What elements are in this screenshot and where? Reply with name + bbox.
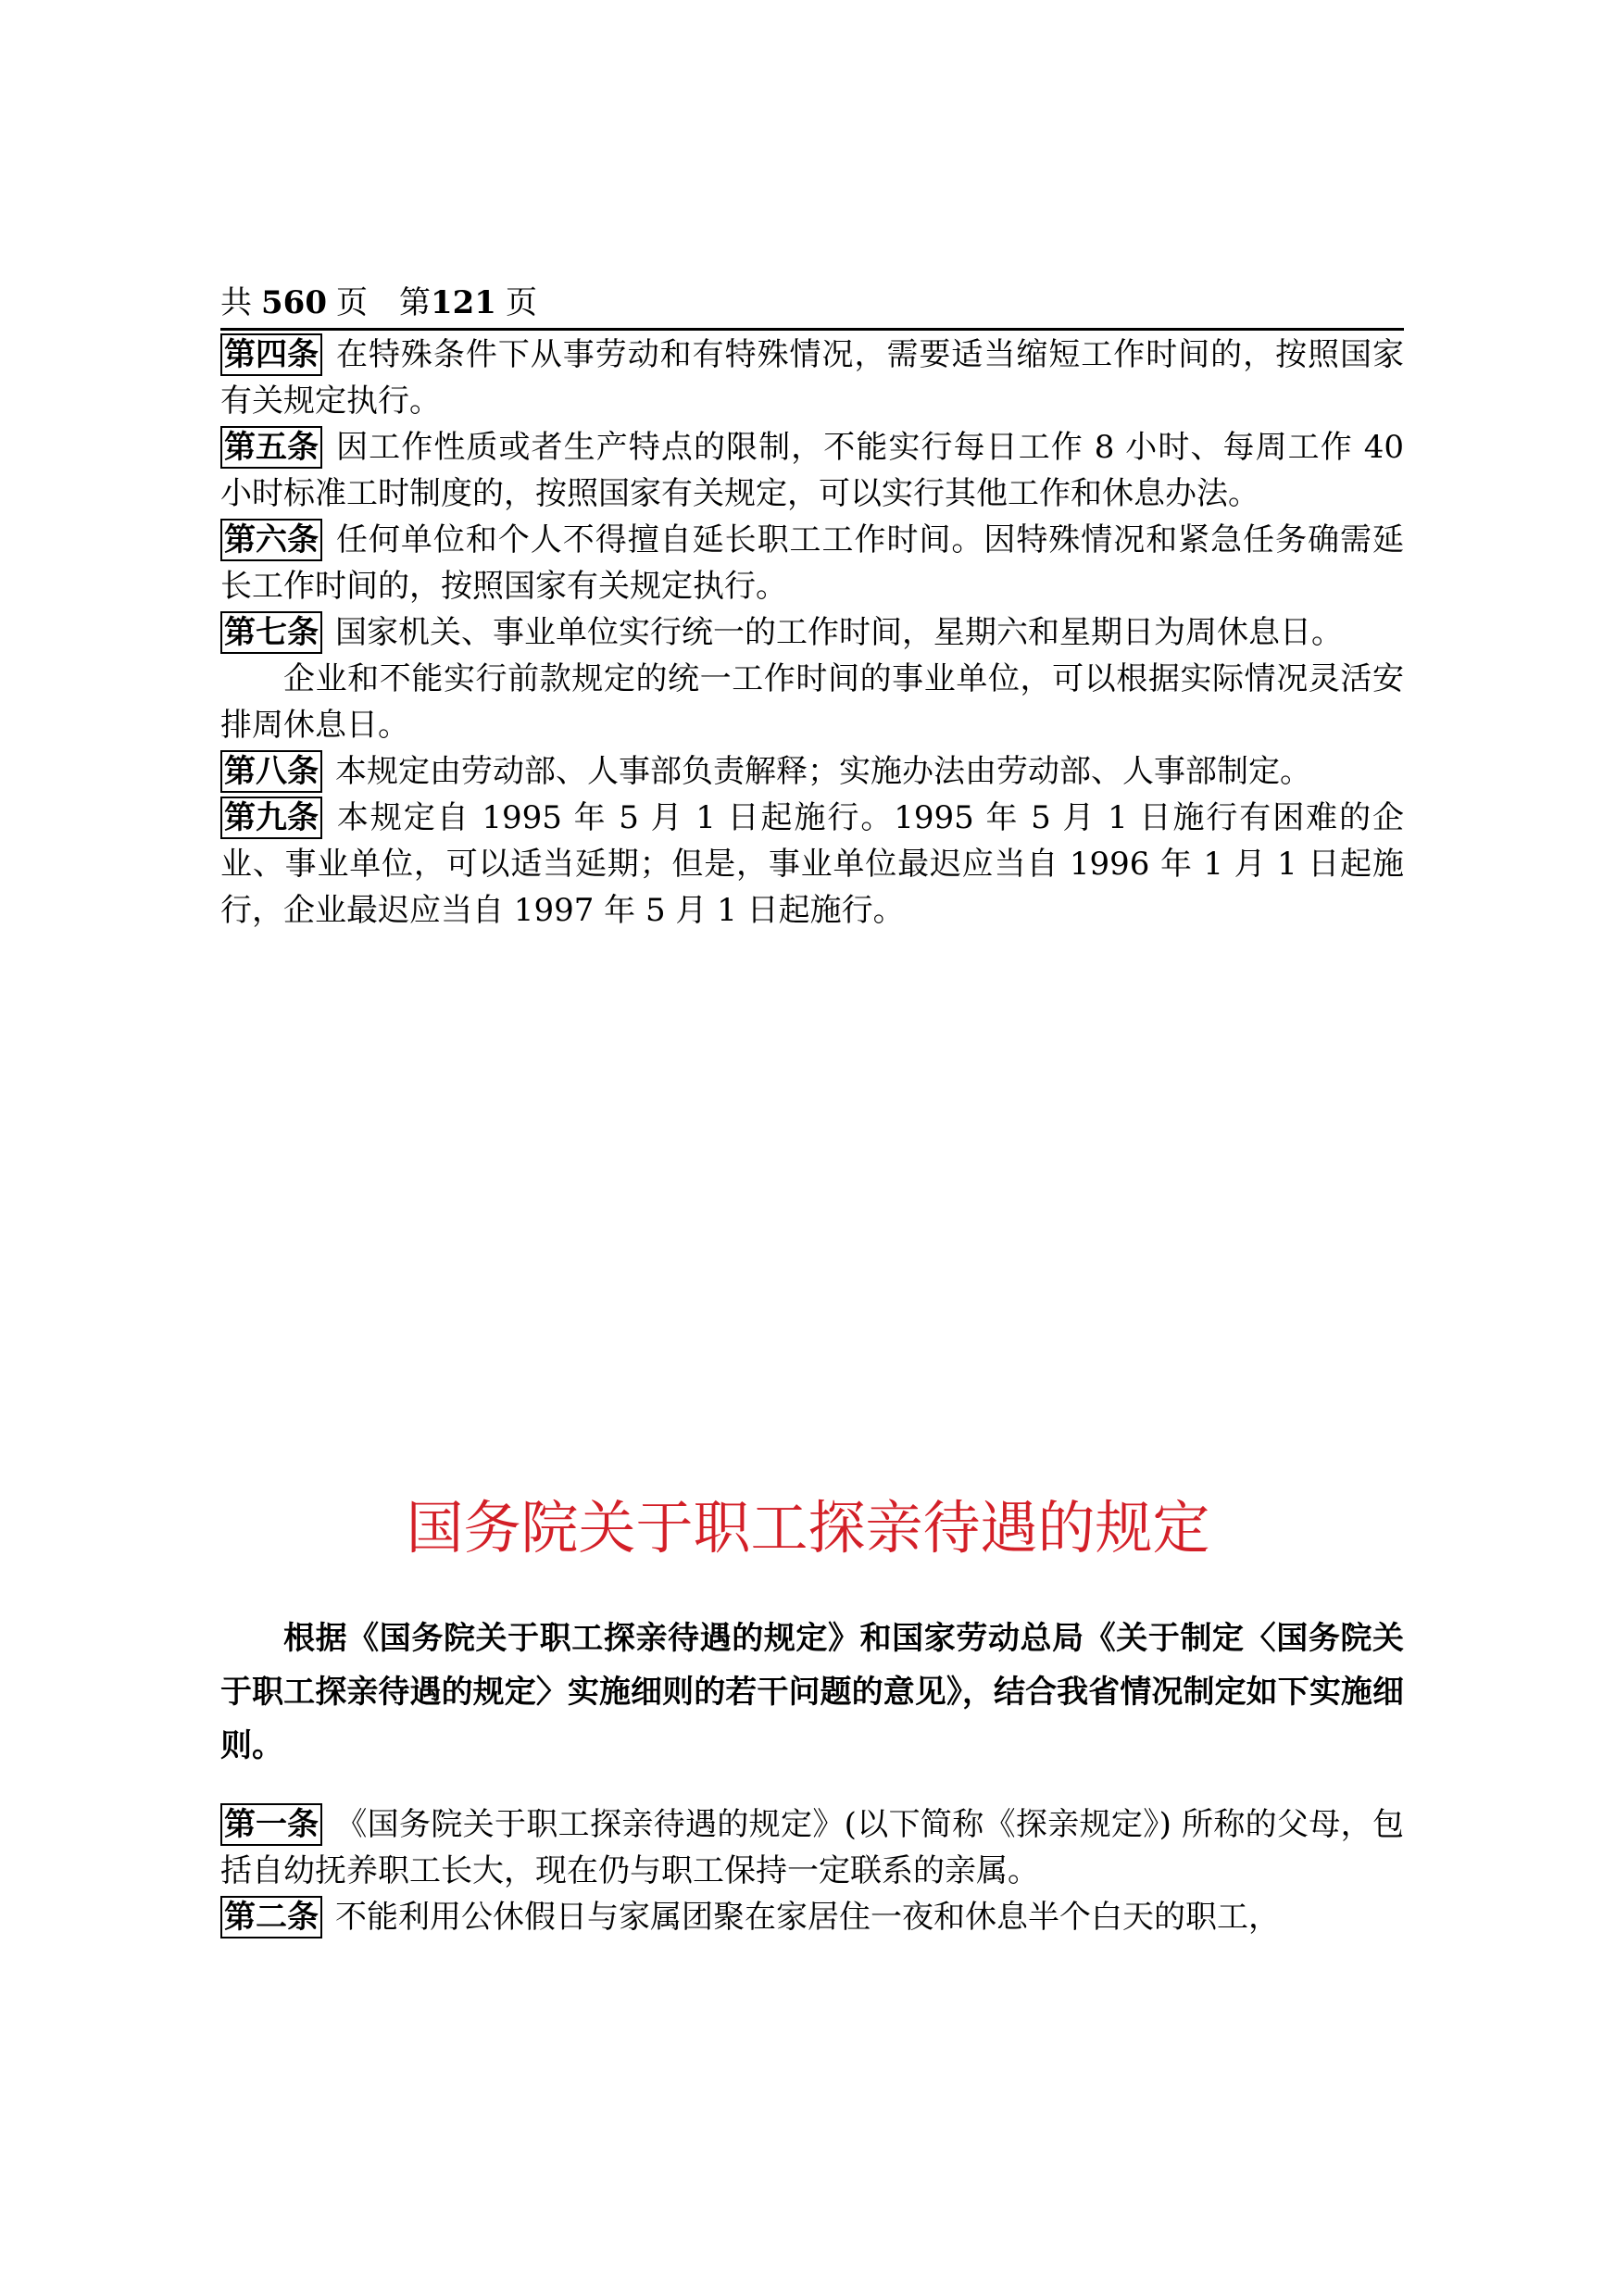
article-label: 第二条 bbox=[220, 1896, 322, 1938]
article-8 bbox=[220, 748, 1404, 795]
article-text: 国家机关、事业单位实行统一的工作时间，星期六和星期日为周休息日。 bbox=[335, 614, 1343, 651]
article-label: 第六条 bbox=[220, 519, 322, 561]
article-text: 本规定由劳动部、人事部负责解释；实施办法由劳动部、人事部制定。 bbox=[335, 753, 1311, 790]
article-text: 任何单位和个人不得擅自延长职工工作时间。因特殊情况和紧急任务确需延长工作时间的，按照国家有关规定执行。 bbox=[220, 521, 1404, 605]
article-label: 第八条 bbox=[220, 750, 322, 793]
article-text: 本规定自 1995 年 5 月 1 日起施行。1995 年 5 月 1 日施行有困难的企业、事业单位，可以适当延期；但是，事业单位最迟应当自 1996 年 1 月 1 日起施行，企业最迟应当自 1997 年 5 月 1 日起施行。 bbox=[220, 799, 1404, 929]
article-5 bbox=[220, 424, 1404, 517]
current-page-number: 121 bbox=[430, 284, 496, 321]
article-4 bbox=[220, 332, 1404, 424]
page-header bbox=[220, 280, 1404, 331]
current-page-prefix: 第 bbox=[398, 284, 431, 321]
section-title: 国务院关于职工探亲待遇的规定 bbox=[406, 1494, 1210, 1562]
article-text: 因工作性质或者生产特点的限制，不能实行每日工作 8 小时、每周工作 40 小时标准工时制度的，按照国家有关规定，可以实行其他工作和休息办法。 bbox=[220, 429, 1404, 512]
article-2 bbox=[220, 1894, 1404, 1940]
paragraph-weekend: 企业和不能实行前款规定的统一工作时间的事业单位，可以根据实际情况灵活安排周休息日。 bbox=[220, 660, 1404, 744]
regulation-body-top bbox=[220, 332, 1404, 934]
article-label: 第一条 bbox=[220, 1803, 322, 1846]
article-label: 第五条 bbox=[220, 426, 322, 469]
total-pages-number: 560 bbox=[261, 284, 327, 321]
article-7 bbox=[220, 609, 1404, 656]
current-page-suffix: 页 bbox=[505, 284, 537, 321]
article-1 bbox=[220, 1801, 1404, 1894]
regulation-body-bottom bbox=[220, 1801, 1404, 1940]
article-label: 第四条 bbox=[220, 333, 322, 376]
article-9 bbox=[220, 795, 1404, 934]
article-6 bbox=[220, 517, 1404, 609]
total-pages-prefix: 共 bbox=[220, 284, 252, 321]
article-label: 第九条 bbox=[220, 797, 322, 839]
article-text: 在特殊条件下从事劳动和有特殊情况，需要适当缩短工作时间的，按照国家有关规定执行。 bbox=[220, 336, 1404, 420]
article-text: 不能利用公休假日与家属团聚在家居住一夜和休息半个白天的职工， bbox=[335, 1899, 1280, 1936]
article-text: 《国务院关于职工探亲待遇的规定》(以下简称《探亲规定》) 所称的父母，包括自幼抚养职工长大，现在仍与职工保持一定联系的亲属。 bbox=[220, 1806, 1404, 1889]
article-label: 第七条 bbox=[220, 611, 322, 654]
intro-paragraph: 根据《国务院关于职工探亲待遇的规定》和国家劳动总局《关于制定〈国务院关于职工探亲待遇的规定〉实施细则的若干问题的意见》，结合我省情况制定如下实施细则。 bbox=[220, 1620, 1404, 1764]
total-pages-suffix: 页 bbox=[335, 284, 368, 321]
